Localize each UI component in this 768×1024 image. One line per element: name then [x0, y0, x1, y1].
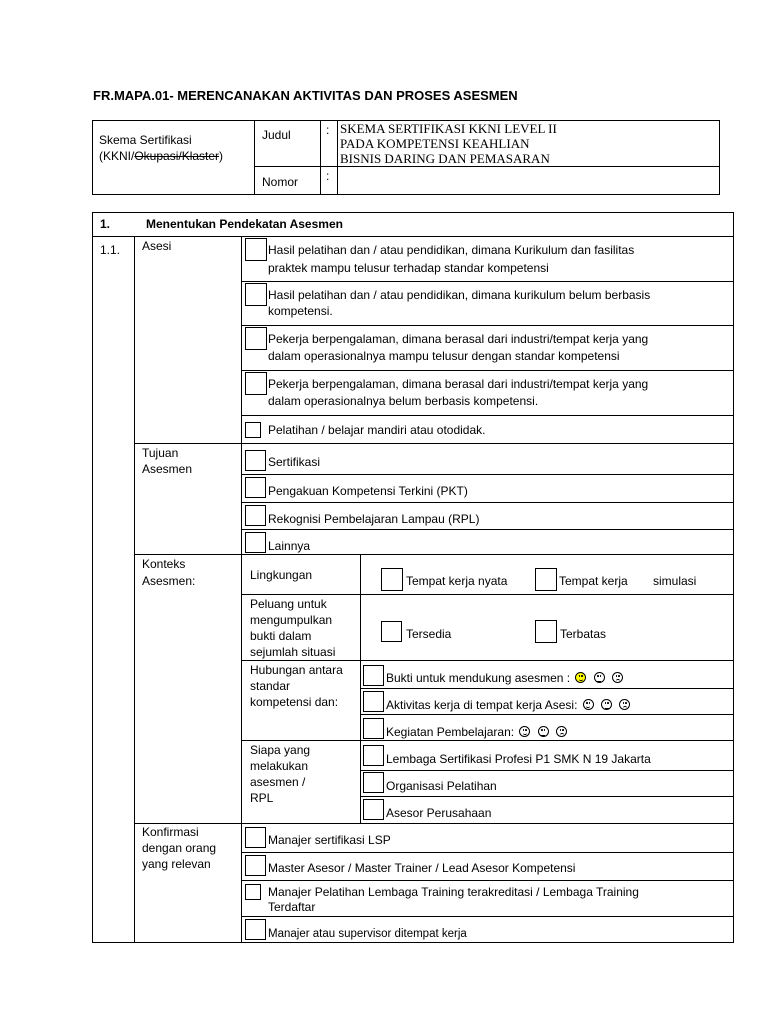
judul-value-line1: SKEMA SERTIFIKASI KKNI LEVEL II: [340, 121, 557, 136]
konteks-label-line1: Konteks: [142, 557, 186, 571]
konfirmasi-option-4: Manajer atau supervisor ditempat kerja: [268, 928, 467, 940]
hubungan-checkbox-3[interactable]: [363, 718, 384, 739]
asesi-checkbox-3[interactable]: [245, 327, 267, 350]
asesi-option-3-line1: Pekerja berpengalaman, dimana berasal dari industri/tempat kerja yang: [268, 332, 649, 346]
tujuan-label-line2: Asesmen: [142, 462, 193, 476]
siapa-label-line3: asesmen /: [250, 775, 306, 789]
hubungan-option-2: Aktivitas kerja di tempat kerja Asesi:: [386, 697, 632, 713]
asesi-option-3-line2: dalam operasionalnya mampu telusur dengan standar kompetensi: [268, 349, 620, 363]
tempat-kerja-nyata-checkbox[interactable]: [381, 568, 403, 591]
tujuan-option-3: Rekognisi Pembelajaran Lampau (RPL): [268, 512, 480, 526]
konfirmasi-option-3-line2: Terdaftar: [268, 900, 316, 914]
konfirmasi-label-line1: Konfirmasi: [142, 825, 199, 839]
asesi-checkbox-2[interactable]: [245, 283, 267, 306]
asesi-option-4-line1: Pekerja berpengalaman, dimana berasal dari industri/tempat kerja yang: [268, 377, 649, 391]
peluang-label-line1: Peluang untuk: [250, 597, 327, 611]
tujuan-checkbox-1[interactable]: [245, 450, 266, 471]
judul-colon: :: [326, 123, 330, 137]
tujuan-option-1: Sertifikasi: [268, 455, 321, 469]
neutral-face-icon[interactable]: [594, 672, 605, 683]
frown-face-icon[interactable]: [612, 672, 623, 683]
siapa-label-line1: Siapa yang: [250, 743, 311, 757]
asesi-option-4-line2: dalam operasionalnya belum berbasis kompetensi.: [268, 394, 539, 408]
smile-icon[interactable]: [575, 672, 586, 683]
neutral-face-icon[interactable]: [601, 699, 612, 710]
konfirmasi-option-1: Manajer sertifikasi LSP: [268, 833, 391, 847]
tempat-kerja-simulasi-label-b: simulasi: [653, 574, 697, 588]
nomor-label: Nomor: [262, 175, 299, 189]
tujuan-checkbox-4[interactable]: [245, 532, 266, 553]
siapa-label-line4: RPL: [250, 791, 274, 805]
asesi-checkbox-4[interactable]: [245, 372, 267, 395]
terbatas-checkbox[interactable]: [535, 620, 557, 643]
asesi-option-1-line1: Hasil pelatihan dan / atau pendidikan, dimana Kurikulum dan fasilitas: [268, 243, 635, 257]
sub-section-number: 1.1.: [100, 243, 121, 257]
hubungan-option-1: Bukti untuk mendukung asesmen :: [386, 670, 625, 686]
skema-label-line2: (KKNI/Okupasi/Klaster): [99, 149, 224, 163]
terbatas-label: Terbatas: [560, 627, 607, 641]
tujuan-option-2: Pengakuan Kompetensi Terkini (PKT): [268, 484, 468, 498]
frown-face-icon[interactable]: [556, 726, 567, 737]
konfirmasi-checkbox-3[interactable]: [245, 884, 261, 900]
asesi-option-5: Pelatihan / belajar mandiri atau otodidak.: [268, 423, 486, 437]
konfirmasi-label-line3: yang relevan: [142, 857, 211, 871]
judul-label: Judul: [262, 128, 291, 142]
hubungan-checkbox-2[interactable]: [363, 691, 384, 712]
konfirmasi-option-2: Master Asesor / Master Trainer / Lead Asesor Kompetensi: [268, 861, 576, 875]
hubungan-checkbox-1[interactable]: [363, 665, 384, 686]
hubungan-label-line2: standar: [250, 679, 291, 693]
siapa-checkbox-2[interactable]: [363, 772, 384, 793]
peluang-label-line3: bukti dalam: [250, 629, 312, 643]
hubungan-label-line3: kompetensi dan:: [250, 695, 339, 709]
tersedia-checkbox[interactable]: [381, 621, 402, 642]
peluang-label-line2: mengumpulkan: [250, 613, 333, 627]
siapa-label-line2: melakukan: [250, 759, 309, 773]
konfirmasi-label-line2: dengan orang: [142, 841, 217, 855]
konfirmasi-checkbox-2[interactable]: [245, 855, 266, 876]
konteks-label-line2: Asesmen:: [142, 574, 196, 588]
tempat-kerja-simulasi-label: Tempat kerja: [559, 574, 628, 588]
peluang-label-line4: sejumlah situasi: [250, 645, 336, 659]
tujuan-option-4: Lainnya: [268, 539, 311, 553]
hubungan-option-3: Kegiatan Pembelajaran:: [386, 724, 569, 740]
siapa-option-1: Lembaga Sertifikasi Profesi P1 SMK N 19 Jakarta: [386, 752, 651, 766]
smile-icon[interactable]: [519, 726, 530, 737]
asesi-checkbox-5[interactable]: [245, 422, 261, 438]
neutral-face-icon[interactable]: [538, 726, 549, 737]
section-title: Menentukan Pendekatan Asesmen: [146, 217, 343, 231]
tempat-kerja-nyata-label: Tempat kerja nyata: [406, 574, 508, 588]
judul-value-line3: BISNIS DARING DAN PEMASARAN: [340, 151, 550, 166]
document-title: FR.MAPA.01- MERENCANAKAN AKTIVITAS DAN PROSES ASESMEN: [93, 88, 518, 103]
tujuan-checkbox-3[interactable]: [245, 505, 266, 526]
siapa-checkbox-3[interactable]: [363, 799, 384, 820]
asesi-option-2-line2: kompetensi.: [268, 304, 333, 318]
section-number: 1.: [100, 217, 111, 231]
tempat-kerja-simulasi-checkbox[interactable]: [535, 568, 557, 591]
siapa-checkbox-1[interactable]: [363, 745, 384, 766]
tersedia-label: Tersedia: [406, 627, 452, 641]
lingkungan-label: Lingkungan: [250, 568, 313, 582]
asesi-option-2-line1: Hasil pelatihan dan / atau pendidikan, dimana kurikulum belum berbasis: [268, 288, 651, 302]
konfirmasi-checkbox-4[interactable]: [245, 919, 266, 940]
skema-label-line1: Skema Sertifikasi: [99, 133, 192, 147]
konfirmasi-checkbox-1[interactable]: [245, 827, 266, 848]
asesi-option-1-line2: praktek mampu telusur terhadap standar kompetensi: [268, 261, 549, 275]
siapa-option-2: Organisasi Pelatihan: [386, 779, 497, 793]
siapa-option-3: Asesor Perusahaan: [386, 806, 492, 820]
asesi-checkbox-1[interactable]: [245, 238, 267, 261]
tujuan-label-line1: Tujuan: [142, 446, 179, 460]
judul-value-line2: PADA KOMPETENSI KEAHLIAN: [340, 136, 530, 151]
asesi-label: Asesi: [142, 239, 172, 253]
frown-face-icon[interactable]: [619, 699, 630, 710]
smile-icon[interactable]: [583, 699, 594, 710]
konfirmasi-option-3-line1: Manajer Pelatihan Lembaga Training terakreditasi / Lembaga Training: [268, 885, 639, 899]
nomor-colon: :: [326, 169, 330, 183]
tujuan-checkbox-2[interactable]: [245, 477, 266, 498]
hubungan-label-line1: Hubungan antara: [250, 663, 343, 677]
